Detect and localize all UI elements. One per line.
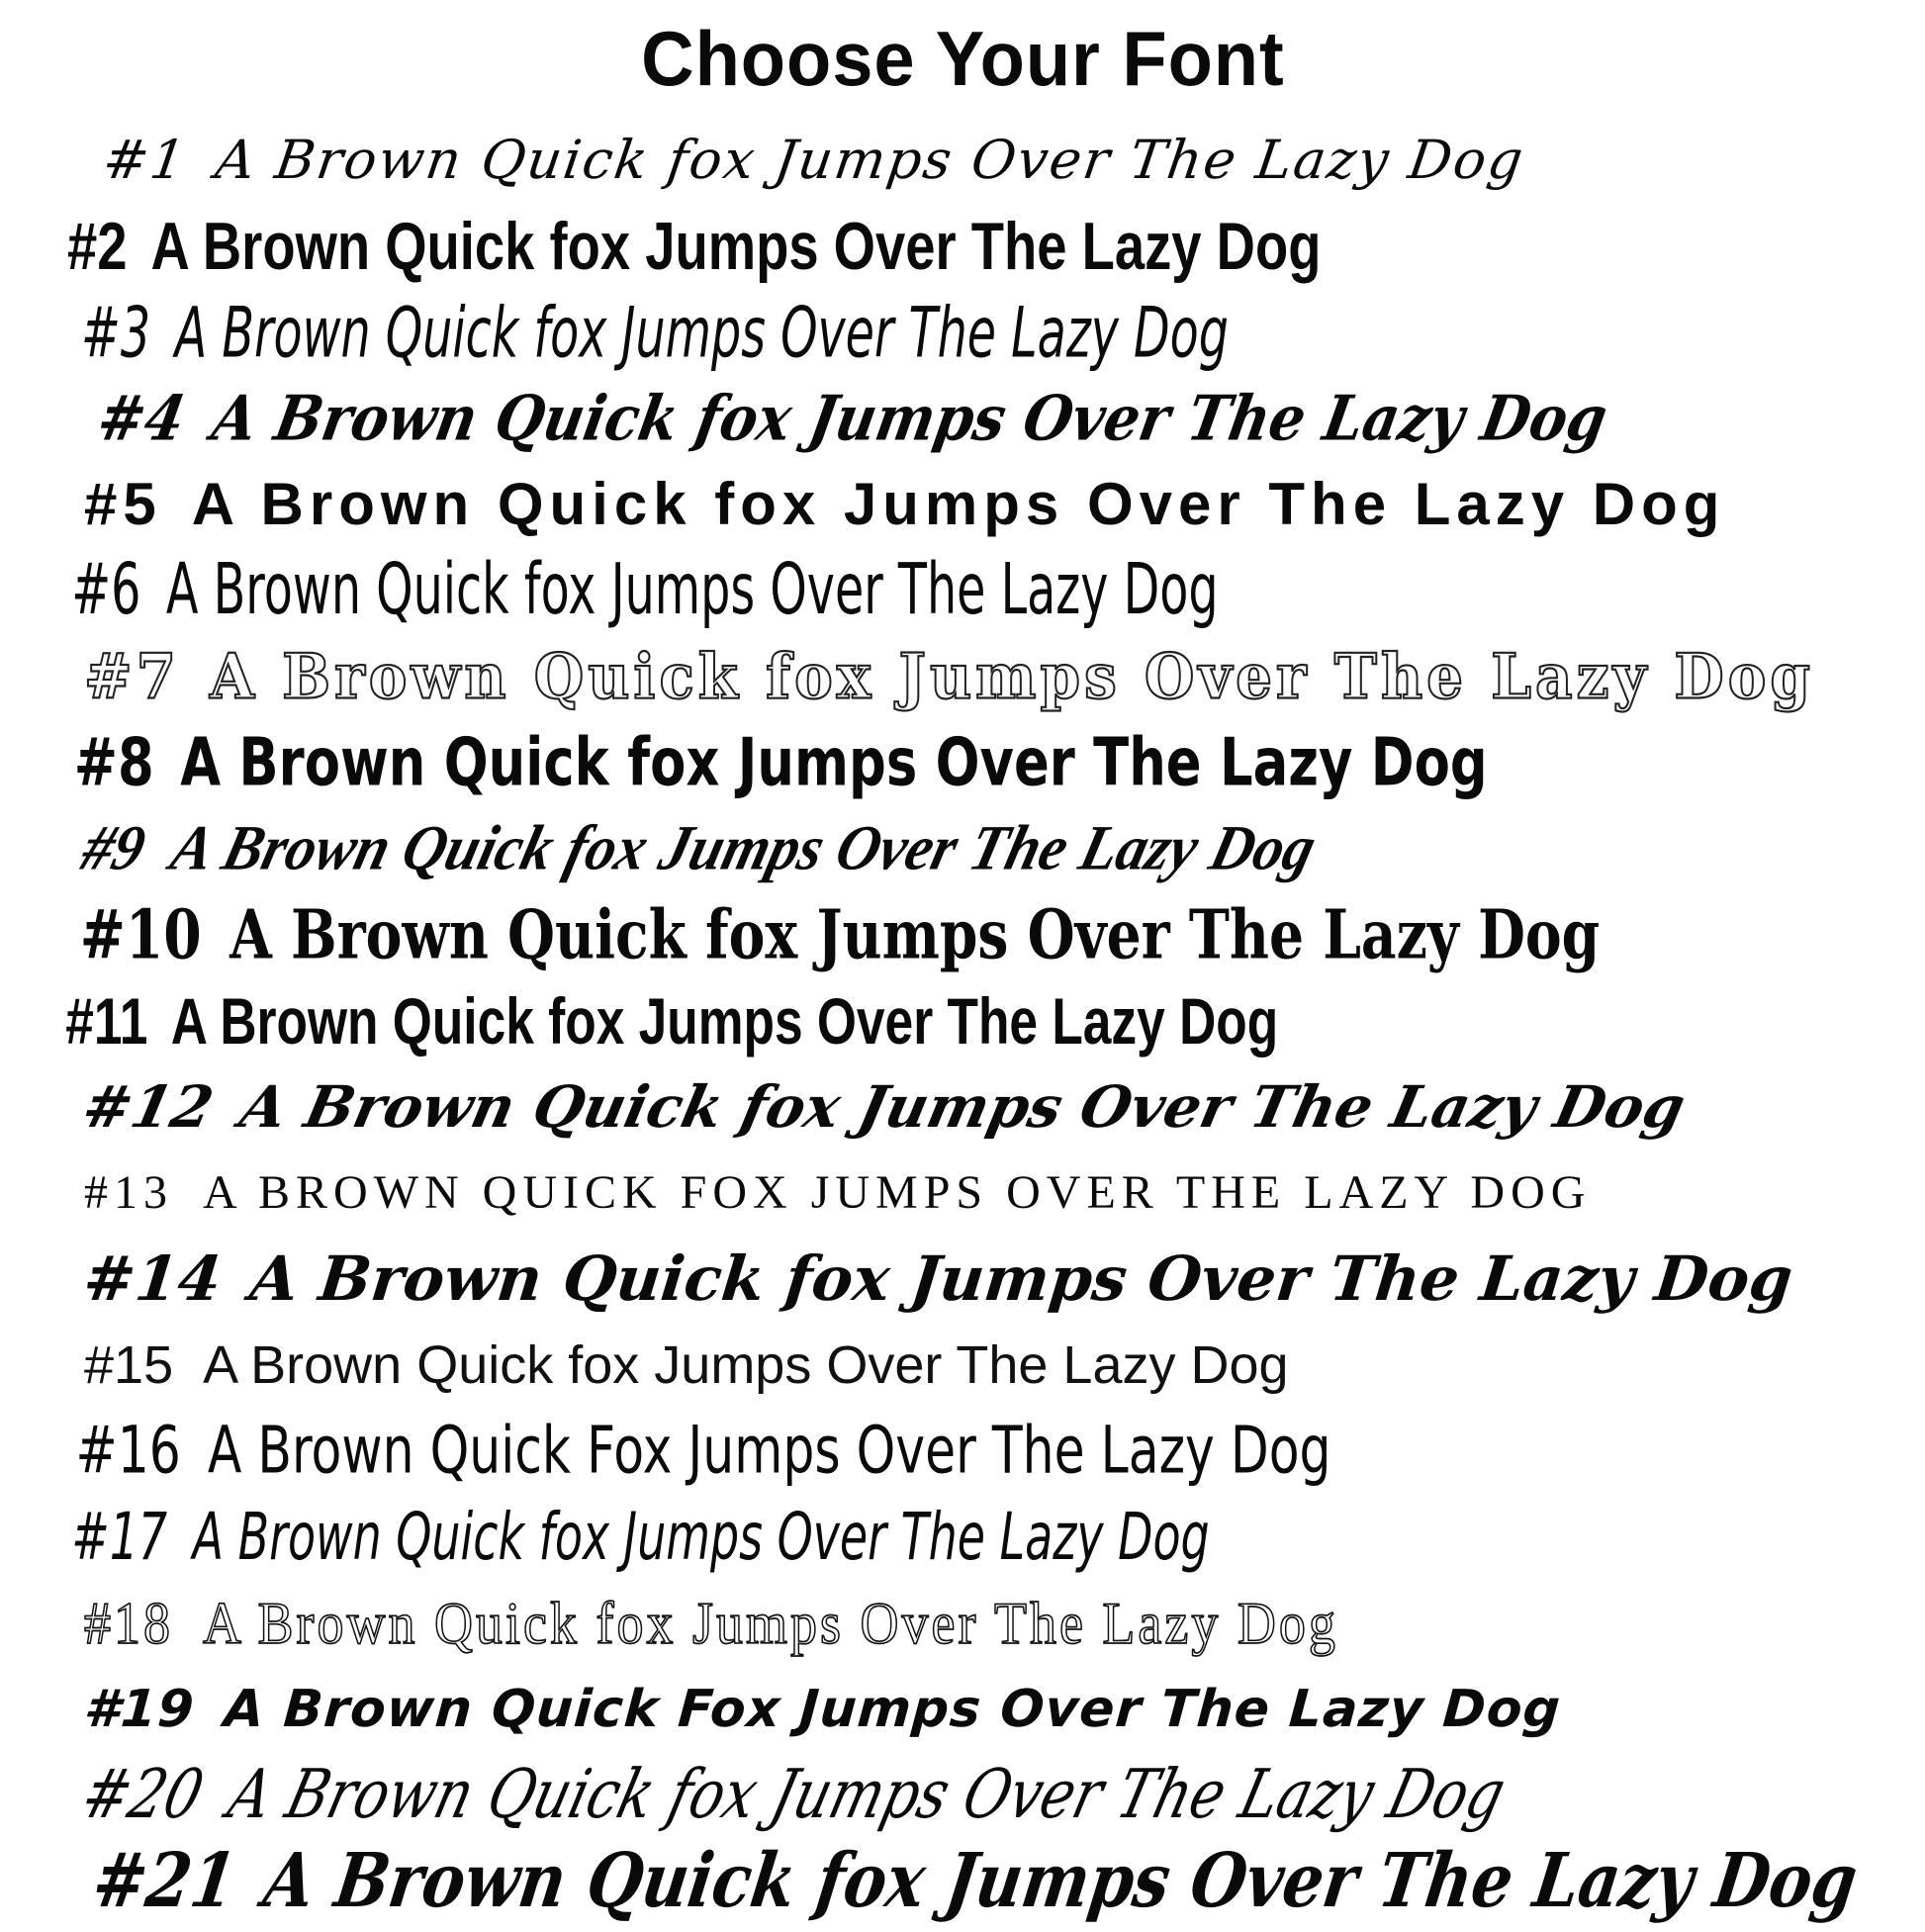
font-sample-text: A Brown Quick fox Jumps Over The Lazy Dog [209,639,1814,713]
font-sample-text: A Brown Quick fox Jumps Over The Lazy Dog [207,381,1613,455]
font-sample-row-3 [0,279,1579,384]
font-number: #1 [99,129,192,191]
font-number: #10 [79,894,202,974]
font-sample-text: A Brown Quick fox Jumps Over The Lazy Dog [192,1499,1210,1575]
font-sample-row-12 [0,1063,1925,1150]
font-sample-row-17 [0,1484,1636,1589]
font-sample-text: A Brown Quick fox Jumps Over The Lazy Dog [164,812,1324,883]
font-number: #15 [84,1334,174,1395]
font-number: #6 [71,548,141,632]
font-sample-text: A Brown Quick fox Jumps Over The Lazy Dog [234,1072,1692,1141]
font-sample-text: A Brown Quick fox Jumps Over The Lazy Dog [246,1242,1796,1315]
font-sample-text: A Brown Quick Fox Jumps Over The Lazy Dog [222,1679,1563,1739]
font-number: #9 [75,812,153,883]
font-sample-text: A Brown Quick fox Jumps Over The Lazy Dog [203,1589,1338,1657]
font-sample-text: A Brown Quick Fox Jumps Over The Lazy Dog [207,1413,1331,1489]
font-sample-row-15 [0,1322,1925,1408]
font-sample-text: A Brown Quick fox Jumps Over The Lazy Dog [229,894,1601,974]
font-sample-text: A Brown Quick fox Jumps Over The Lazy Dog [150,208,1322,284]
font-number: #14 [80,1242,226,1315]
font-number: #18 [84,1589,173,1657]
font-sample-row-7 [0,630,1925,723]
font-number: #4 [92,381,191,455]
font-sample-row-14 [0,1236,1925,1322]
font-sample-row-13 [0,1150,1925,1236]
page-title: Choose Your Font [640,14,1285,102]
font-sample-text: A Brown Quick fox Jumps Over The Lazy Dog [165,548,1219,632]
font-sample-row-10 [0,883,1829,985]
font-sample-row-4 [0,370,1925,466]
title-bar [0,0,1925,117]
font-number: #16 [75,1413,181,1489]
font-sample-row-11 [0,977,1502,1063]
font-number: #3 [81,291,151,373]
font-sample-text: A Brown Quick fox Jumps Over The Lazy Dog [191,471,1726,537]
font-number: #17 [71,1499,168,1575]
font-sample-text: A Brown Quick fox Jumps Over The Lazy Dog [174,291,1229,373]
font-number: #5 [84,471,162,537]
font-sample-text: A Brown Quick fox Jumps Over The Lazy Dog [212,129,1529,191]
font-number: #12 [76,1072,220,1141]
font-number: #13 [84,1166,173,1219]
font-sample-row-21 [0,1830,1925,1932]
font-sample-row-1 [0,117,1925,203]
font-number: #8 [73,723,154,801]
font-sample-text: A Brown Quick fox Jumps Over The Lazy Dog [203,1334,1289,1395]
font-sample-row-9 [0,802,1925,895]
font-sample-row-18 [0,1575,1925,1671]
font-number: #20 [74,1755,212,1835]
font-sample-row-2 [0,203,1540,289]
font-sample-text: A Brown Quick fox Jumps Over The Lazy Dog [170,983,1279,1058]
font-sample-row-6 [0,535,1636,645]
font-number: #11 [65,983,148,1058]
font-sample-text: A Brown Quick fox Jumps Over The Lazy Dog [180,723,1488,801]
font-number: #19 [81,1679,197,1739]
font-number: #21 [87,1837,241,1925]
font-sample-row-8 [0,714,1694,810]
font-sample-row-19 [0,1666,1925,1752]
font-number: #2 [67,208,128,284]
font-number: #7 [84,639,180,713]
font-sample-text: A Brown Quick fox Jumps Over The Lazy Dog [258,1837,1863,1925]
font-sample-text: A BROWN QUICK FOX JUMPS OVER THE LAZY DOG [203,1166,1592,1219]
font-sample-text: A Brown Quick fox Jumps Over The Lazy Dog [221,1755,1513,1835]
